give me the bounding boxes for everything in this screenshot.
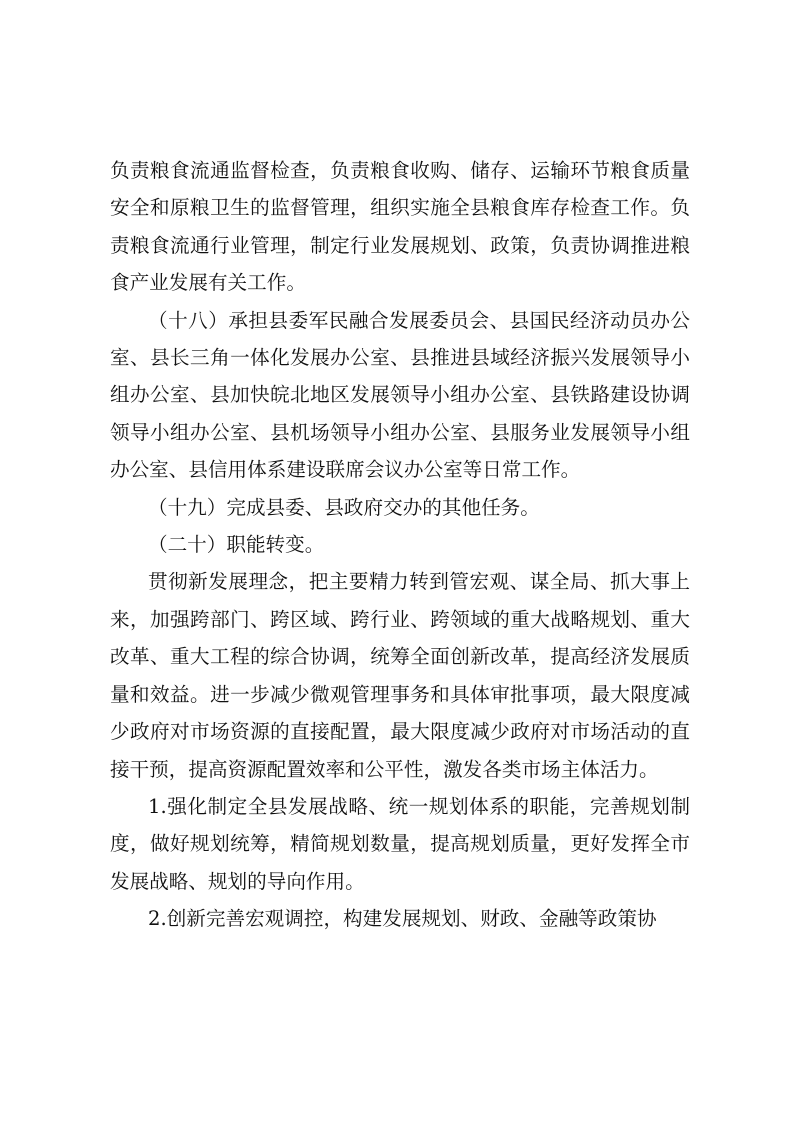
paragraph-grain-circulation: 负责粮食流通监督检查，负责粮食收购、储存、运输环节粮食质量安全和原粮卫生的监督管理，组织实施全县粮食库存检查工作。负责粮食流通行业管理，制定行业发展规划、政策，负责协调推进粮食产业发展有关工作。 [110,159,690,295]
paragraph-point-1: 1.强化制定全县发展战略、统一规划体系的职能，完善规划制度，做好规划统筹，精简规划数量，提高规划质量，更好发挥全市发展战略、规划的导向作用。 [110,794,690,893]
paragraph-function-transformation: 贯彻新发展理念，把主要精力转到管宏观、谋全局、抓大事上来，加强跨部门、跨区域、跨行业、跨领域的重大战略规划、重大改革、重大工程的综合协调，统筹全面创新改革，提高经济发展质量和效益。进一步减少微观管理事务和具体审批事项，最大限度减少政府对市场资源的直接配置，最大限度减少政府对市场活动的直接干预，提高资源配置效率和公平性，激发各类市场主体活力。 [110,570,690,781]
paragraph-item-19: （十九）完成县委、县政府交办的其他任务。 [148,495,540,519]
paragraph-point-2: 2.创新完善宏观调控，构建发展规划、财政、金融等政策协 [148,907,657,931]
paragraph-item-18: （十八）承担县委军民融合发展委员会、县国民经济动员办公室、县长三角一体化发展办公室、县推进县域经济振兴发展领导小组办公室、县加快皖北地区发展领导小组办公室、县铁路建设协调领导小组办公室、县机场领导小组办公室、县服务业发展领导小组办公室、县信用体系建设联席会议办公室等日常工作。 [110,308,690,482]
document-body [110,152,690,938]
paragraph-item-20-heading: （二十）职能转变。 [148,533,325,557]
